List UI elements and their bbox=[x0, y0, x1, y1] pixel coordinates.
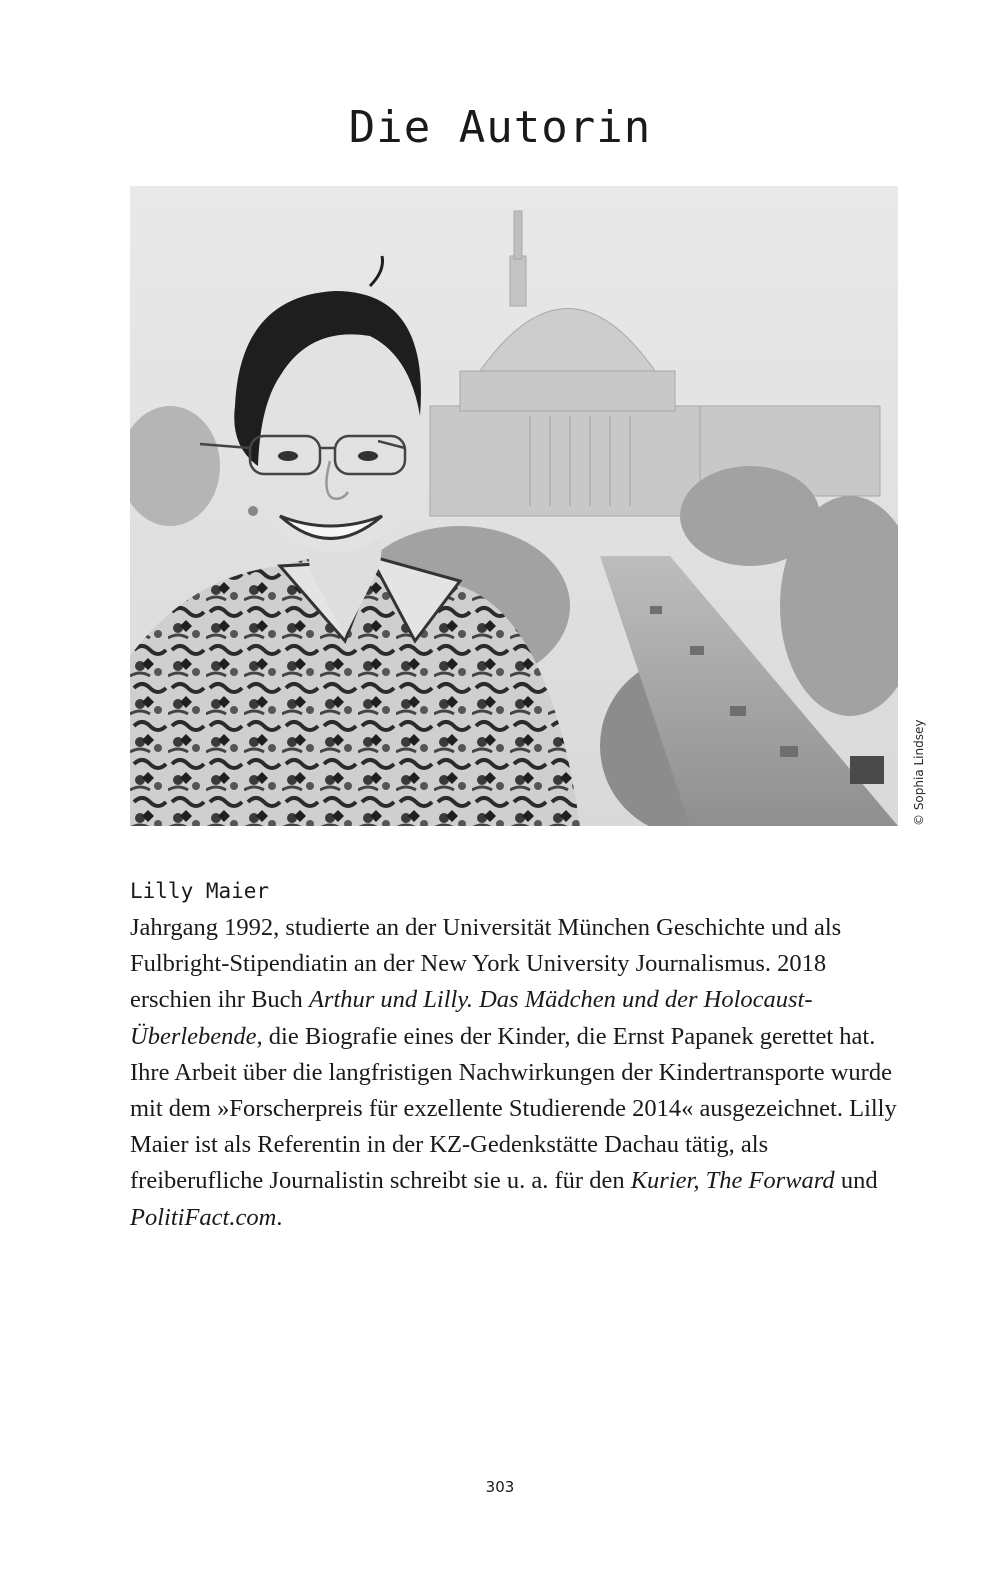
bio-text-2: die Biografie eines der Kinder, die Ernst Papanek gerettet hat. Ihre Arbeit über die langfristigen Nachwirkungen der Kindertransporte wurde mit dem »Forscherpreis für exzellente Studierende 2014« ausgezeichnet. Lilly Maier ist als Referentin in der KZ-Gedenkstätte Dachau tätig, als freiberufliche Journalistin schreibt sie u. a. für den bbox=[130, 1022, 897, 1195]
bio-text-4: . bbox=[276, 1203, 283, 1231]
author-photo-illustration bbox=[130, 186, 898, 826]
bio-text-3: und bbox=[834, 1167, 878, 1195]
author-bio bbox=[130, 910, 900, 1236]
outlet-title-2: PolitiFact.com bbox=[130, 1203, 277, 1231]
page-number: 303 bbox=[485, 1478, 515, 1496]
book-title: Arthur und Lilly. Das Mädchen und der Holocaust-Überlebende, bbox=[130, 986, 813, 1050]
bio-text-1: Jahrgang 1992, studierte an der Universität München Geschichte und als Fulbright-Stipendiatin an der New York University Journalismus. 2018 erschien ihr Buch bbox=[130, 914, 842, 1014]
chapter-heading: Die Autorin bbox=[348, 102, 652, 153]
outlet-title-1: Kurier, The Forward bbox=[630, 1167, 835, 1195]
author-name: Lilly Maier bbox=[130, 879, 270, 903]
photo-credit: © Sophia Lindsey bbox=[912, 719, 926, 826]
author-photo bbox=[130, 186, 898, 826]
